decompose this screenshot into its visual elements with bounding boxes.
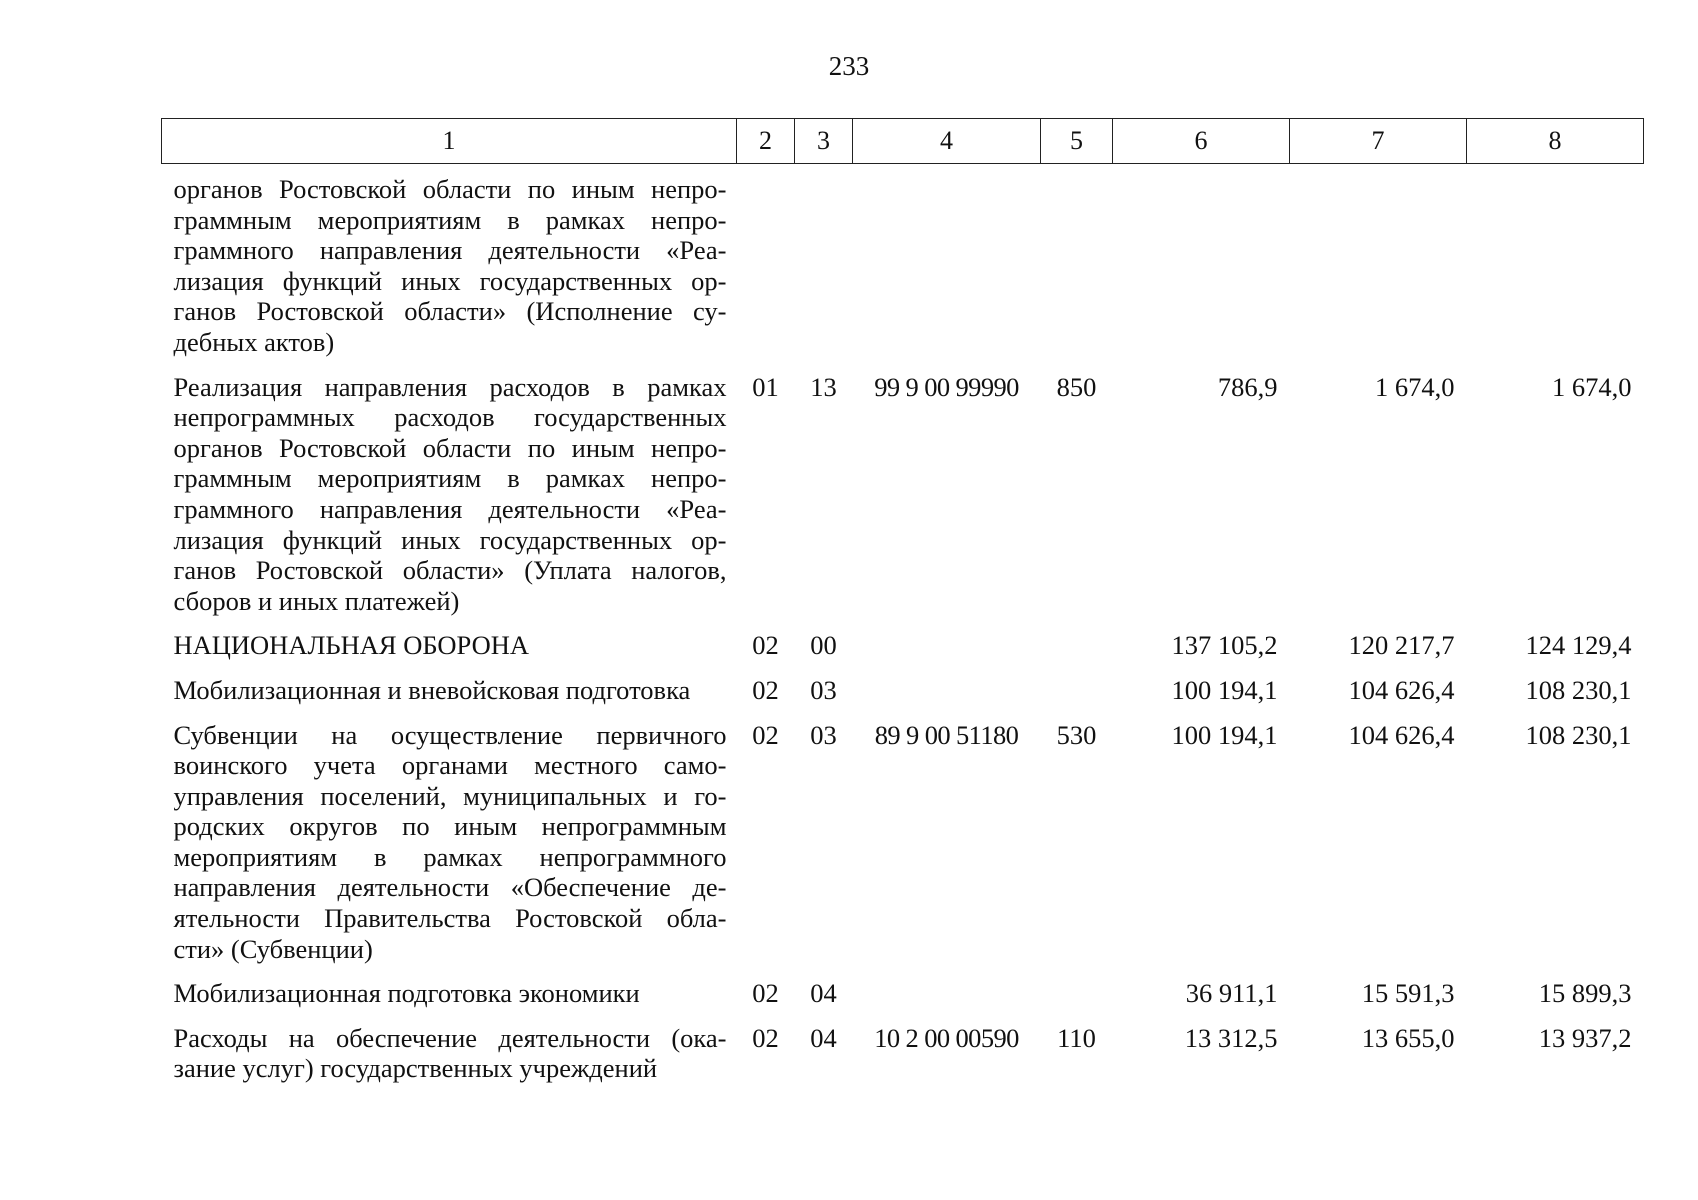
amount-year-2 [1290, 164, 1467, 372]
table-row [162, 372, 1644, 631]
amount-year-3: 13 937,2 [1538, 1022, 1632, 1053]
target-article-code [853, 164, 1041, 372]
header-col-7: 7 [1290, 119, 1467, 164]
subsection-code: 03 [810, 674, 837, 705]
description-line: мероприятиям в рамках непрограммного [173, 841, 727, 872]
subsection-code [795, 164, 853, 372]
table-row [162, 675, 1644, 720]
header-row [162, 119, 1644, 164]
header-col-4: 4 [853, 119, 1041, 164]
description-line: сборов и иных платежей) [173, 585, 460, 616]
amount-year-2: 13 655,0 [1361, 1022, 1455, 1053]
amount-year-1: 100 194,1 [1171, 674, 1278, 705]
description-line: граммным мероприятиям в рамках непро- [173, 463, 727, 494]
row-description [162, 675, 737, 720]
subsection-code: 00 [810, 630, 837, 661]
description-line: Расходы на обеспечение деятельности (ока- [173, 1022, 727, 1053]
amount-year-3: 108 230,1 [1525, 719, 1632, 750]
table-row [162, 630, 1644, 675]
expense-type-code [1041, 978, 1113, 1023]
amount-year-3: 108 230,1 [1525, 674, 1632, 705]
section-code: 02 [752, 978, 779, 1009]
row-description [162, 372, 737, 631]
subsection-code: 13 [810, 371, 837, 402]
target-article-code [853, 978, 1041, 1023]
table-body [162, 164, 1644, 1099]
description-line: ганов Ростовской области» (Исполнение су- [173, 296, 727, 327]
section-code: 02 [752, 674, 779, 705]
description-line: органов Ростовской области по иным непро- [173, 432, 727, 463]
target-article-code [853, 630, 1041, 675]
description-line: лизация функций иных государственных ор- [173, 524, 727, 555]
table-row [162, 720, 1644, 979]
budget-table [161, 118, 1644, 1098]
subsection-code: 04 [810, 1022, 837, 1053]
expense-type-code: 850 [1056, 371, 1097, 402]
description-line: непрограммных расходов государственных [173, 402, 727, 433]
amount-year-1: 137 105,2 [1171, 630, 1278, 661]
amount-year-2: 1 674,0 [1375, 371, 1455, 402]
header-col-6: 6 [1113, 119, 1290, 164]
header-col-3: 3 [795, 119, 853, 164]
description-line: направления деятельности «Обеспечение де- [173, 872, 727, 903]
amount-year-2: 120 217,7 [1348, 630, 1455, 661]
row-description [162, 978, 737, 1023]
header-col-8: 8 [1467, 119, 1644, 164]
target-article-code: 99 9 00 99990 [874, 371, 1019, 402]
target-article-code: 10 2 00 00590 [874, 1022, 1019, 1053]
description-line: органов Ростовской области по иным непро- [173, 174, 727, 204]
row-description [162, 630, 737, 675]
header-col-1: 1 [162, 119, 737, 164]
section-code: 01 [752, 371, 779, 402]
row-description [162, 164, 737, 372]
amount-year-3: 1 674,0 [1552, 371, 1632, 402]
section-code: 02 [752, 1022, 779, 1053]
description-line: воинского учета органами местного само- [173, 750, 727, 781]
amount-year-1: 13 312,5 [1184, 1022, 1278, 1053]
expense-type-code [1041, 630, 1113, 675]
description-line: Мобилизационная подготовка экономики [173, 978, 640, 1009]
description-line: граммного направления деятельности «Реа- [173, 493, 727, 524]
subsection-code: 03 [810, 719, 837, 750]
table-row [162, 978, 1644, 1023]
description-line: граммного направления деятельности «Реа- [173, 235, 727, 266]
table-row [162, 164, 1644, 372]
amount-year-1 [1113, 164, 1290, 372]
target-article-code [853, 675, 1041, 720]
description-line: родских округов по иным непрограммным [173, 811, 727, 842]
expense-type-code [1041, 675, 1113, 720]
expense-type-code: 530 [1056, 719, 1097, 750]
section-code: 02 [752, 630, 779, 661]
description-line: дебных актов) [173, 326, 335, 357]
description-line: ганов Ростовской области» (Уплата налогов, [173, 555, 727, 586]
expense-type-code [1041, 164, 1113, 372]
amount-year-1: 786,9 [1217, 371, 1278, 402]
header-col-5: 5 [1041, 119, 1113, 164]
section-code: 02 [752, 719, 779, 750]
amount-year-2: 104 626,4 [1348, 719, 1455, 750]
description-line: управления поселений, муниципальных и го- [173, 780, 727, 811]
target-article-code: 89 9 00 51180 [874, 719, 1019, 750]
description-line: сти» (Субвенции) [173, 933, 373, 964]
description-line: НАЦИОНАЛЬНАЯ ОБОРОНА [173, 630, 530, 661]
row-description [162, 720, 737, 979]
description-line: граммным мероприятиям в рамках непро- [173, 204, 727, 235]
description-line: Мобилизационная и вневойсковая подготовка [173, 674, 691, 705]
description-line: ятельности Правительства Ростовской обла- [173, 903, 727, 934]
section-code [737, 164, 795, 372]
amount-year-2: 15 591,3 [1361, 978, 1455, 1009]
table-row [162, 1023, 1644, 1098]
subsection-code: 04 [810, 978, 837, 1009]
description-line: Субвенции на осуществление первичного [173, 719, 727, 750]
description-line: лизация функций иных государственных ор- [173, 265, 727, 296]
amount-year-3: 124 129,4 [1525, 630, 1632, 661]
page-number: 233 [828, 51, 870, 81]
expense-type-code: 110 [1057, 1022, 1096, 1053]
row-description [162, 1023, 737, 1098]
amount-year-3 [1467, 164, 1644, 372]
header-col-2: 2 [737, 119, 795, 164]
amount-year-1: 100 194,1 [1171, 719, 1278, 750]
amount-year-2: 104 626,4 [1348, 674, 1455, 705]
amount-year-3: 15 899,3 [1538, 978, 1632, 1009]
description-line: Реализация направления расходов в рамках [173, 371, 727, 402]
description-line: зание услуг) государственных учреждений [173, 1053, 658, 1084]
amount-year-1: 36 911,1 [1185, 978, 1278, 1009]
